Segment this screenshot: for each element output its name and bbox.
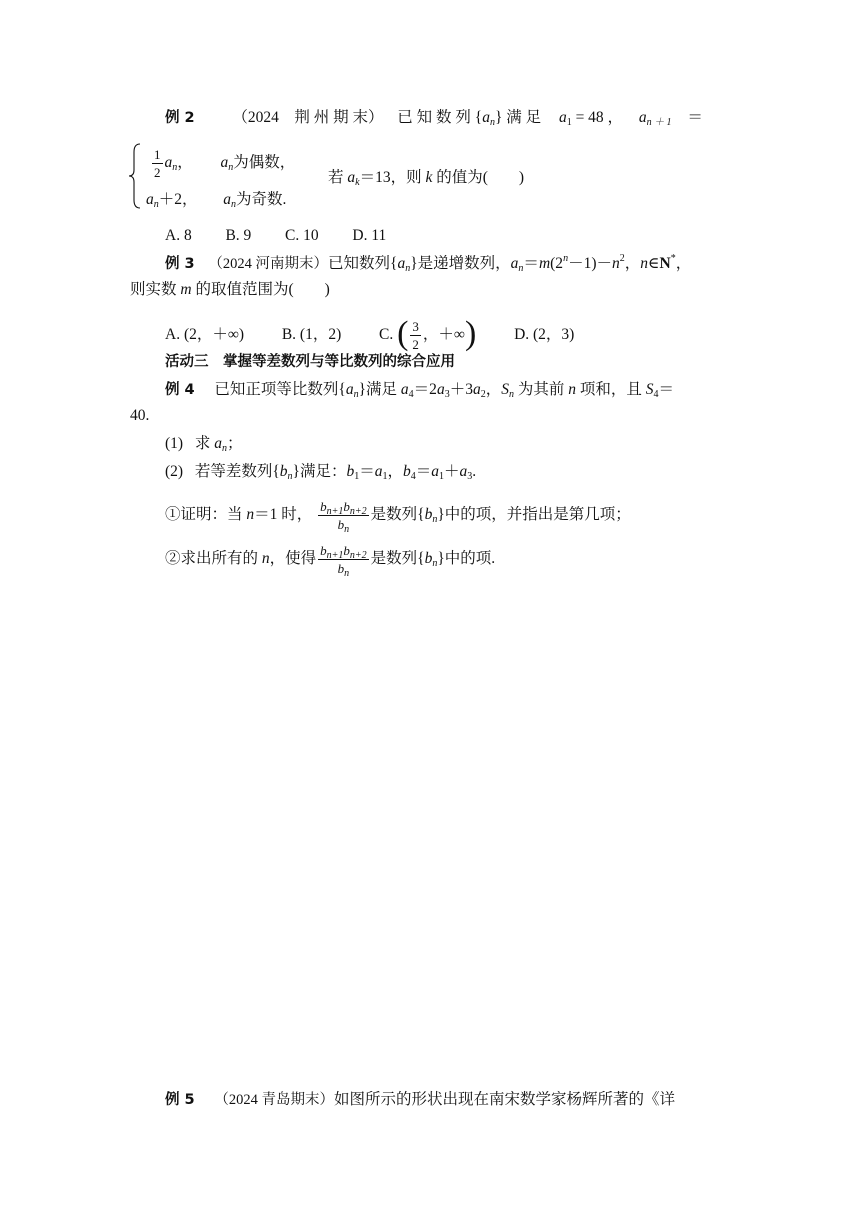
case1-condition: 为偶数， [233,154,296,172]
var-b: b [403,463,411,480]
sub-4: 4 [408,389,414,400]
equals-sign: ＝ [687,109,703,126]
example2-line1 [165,108,703,128]
case2 [146,190,286,210]
subquestion-text: ，使得 [269,550,317,568]
question-number: (1) [165,435,184,452]
var-a: a [436,381,445,398]
sub-n: n [432,558,438,570]
fraction-three-halves [410,318,421,353]
var-b: b [424,506,433,524]
fraction-one-half [152,146,163,181]
example2-label: 例 2 [165,110,195,126]
equals-sign: ＝ [359,463,375,480]
condition-text: ＝13，则 [359,169,422,186]
example4-text: 项和，且 [579,381,642,398]
sub-3: 3 [467,471,473,482]
var-a: a [558,109,567,126]
var-b: b [337,517,345,532]
var-k: k [425,169,433,186]
var-a: a [638,109,647,126]
example2-text: } 满 足 [494,109,542,126]
var-s: S [645,381,654,398]
sub-n-plus-1: n+1 [326,550,344,561]
comma: ， [387,463,404,480]
sub-k: k [355,177,360,188]
equals-sign: ＝ [415,463,432,480]
option-d: D. (2，3) [514,326,575,344]
var-b: b [320,499,327,514]
example2-source: （2024 荆 州 期 末） [232,109,384,126]
sub-3: 3 [444,389,450,400]
example4-line1 [165,380,674,400]
sub-n: n [172,162,178,174]
formula-part: ＝2 [413,381,437,398]
period: . [472,463,477,480]
subquestion-text: 是数列{ [370,506,425,524]
option-a: A. 8 [165,227,192,244]
var-a: a [223,191,232,208]
fraction-numerator: 1 [154,147,161,162]
var-a: a [220,154,229,172]
fraction-numerator [318,542,369,560]
sup-n: n [563,253,569,264]
example3-text: }是递增数列， [410,255,511,272]
a1-value: = 48 ， [575,109,624,126]
example4-text: 已知正项等比数列{ [214,381,346,398]
left-paren-icon: ( [397,314,409,352]
fraction-b-ratio [318,542,369,577]
option-c-label: C. [379,326,394,344]
sub-2: 2 [480,389,486,400]
formula-part: (2 [550,255,564,272]
var-a: a [431,463,440,480]
option-b: B. (1，2) [281,326,342,344]
piecewise-definition [128,142,308,210]
fraction-b-ratio [318,498,369,533]
fraction-denominator: 2 [412,337,419,352]
sub-1: 1 [382,471,388,482]
subquestion-text: }中的项. [437,550,496,568]
option-c: C. 10 [285,227,319,244]
plus-sign: ＋ [444,463,460,480]
sub-n: n [405,263,411,274]
case2-expression: ＋2， [158,191,198,208]
sub-n-plus-2: n+2 [349,550,367,561]
var-n: n [640,255,648,272]
example4-sub1 [165,498,631,533]
option-a: A. (2，＋∞) [165,326,245,344]
var-b: b [279,463,288,480]
sub-n: n [344,524,350,535]
var-a: a [510,255,519,272]
sub-1: 1 [439,471,445,482]
option-d: D. 11 [352,227,387,244]
option-c [379,314,480,352]
example3-text: 则实数 [130,281,177,298]
example3-options [165,314,575,353]
equals-sign: ＝ [658,381,675,398]
var-m: m [180,281,192,298]
var-b: b [320,543,327,558]
sub-n: n [344,568,350,579]
fraction-denominator [336,516,352,533]
sub-n: n [508,389,514,400]
example5-source: （2024 青岛期末） [214,1092,335,1108]
example4-q2 [165,462,476,482]
right-paren-icon: ) [464,314,477,352]
sub-1: 1 [566,117,572,128]
var-a: a [459,463,468,480]
question-text: }满足： [292,463,347,480]
fraction-denominator: 2 [154,165,161,180]
example4-label: 例 4 [165,382,195,398]
subquestion-text: }中的项，并指出是第几项； [437,506,631,524]
naturals-symbol: N [659,255,671,272]
formula-part: －1)－ [568,255,612,272]
question-number: (2) [165,463,184,480]
sub-n-plus-1: n ＋ 1 [646,117,672,128]
sub-4: 4 [410,471,416,482]
var-a: a [397,255,406,272]
var-b: b [343,543,350,558]
element-of: ∈ [648,255,660,272]
var-a: a [482,109,490,126]
condition-text: 若 [328,169,344,186]
example4-q1 [165,434,242,454]
var-n: n [611,255,620,272]
sub-n: n [432,514,438,526]
example4-line2: 40. [130,407,150,424]
sub-n-plus-1: n+1 [326,506,344,517]
option-b: B. 9 [225,227,252,244]
example3-text: 已知数列{ [328,255,398,272]
example4-text: 为其前 [517,381,565,398]
example2-text: 已 知 数 列 { [397,109,483,126]
var-b: b [346,463,355,480]
var-a: a [374,463,383,480]
sub-n: n [287,471,293,482]
var-m: m [538,255,551,272]
question-text: 求 [194,435,211,452]
subquestion-text: ①证明：当 [165,506,243,524]
var-n: n [246,506,255,524]
equals-sign: ＝ [523,255,539,272]
example5-label: 例 5 [165,1092,195,1108]
sup-star: * [670,253,676,264]
subquestion-text: ②求出所有的 [165,550,259,568]
var-b: b [337,561,345,576]
example3-label: 例 3 [165,256,195,272]
sub-n: n [153,199,159,210]
sub-n: n [228,162,234,174]
example3-line1 [165,254,691,274]
var-s: S [501,381,509,398]
sub-n: n [353,389,359,400]
left-brace-icon [128,142,144,210]
var-b: b [424,550,433,568]
var-b: b [343,499,350,514]
question-text: 若等差数列{ [194,463,280,480]
comma: ， [624,255,641,272]
example2-condition [328,168,524,188]
example3-text: 的取值范围为( ) [195,281,330,298]
subquestion-text: ＝1 时， [254,506,313,524]
formula-part: ＋3 [449,381,473,398]
var-a: a [347,169,356,186]
example5-line1 [165,1090,675,1110]
fraction-numerator: 3 [412,319,419,334]
comma: ， [675,255,692,272]
activity3-title: 活动三 掌握等差数列与等比数列的综合应用 [165,354,455,370]
option-c-text: ，＋∞ [422,326,465,344]
subquestion-text: 是数列{ [370,550,425,568]
case2-condition: 为奇数. [236,191,287,208]
comma: ， [485,381,502,398]
semicolon: ； [226,435,243,452]
var-a: a [164,154,173,172]
sub-n: n [221,443,227,454]
example2-options [165,226,386,246]
var-a: a [214,435,222,452]
example4-sub2 [165,542,495,577]
fraction-denominator [336,560,352,577]
var-a: a [400,381,409,398]
case1: $\frac{1}{2}$ $a_n$， $a_n$为偶数， [154,147,296,180]
fraction-numerator [318,498,369,516]
sub-4: 4 [653,389,659,400]
example3-source: （2024 河南期末） [208,256,329,272]
sub-n-plus-2: n+2 [349,506,367,517]
sup-2: 2 [619,253,625,264]
sub-1: 1 [354,471,360,482]
var-n: n [261,550,270,568]
var-a: a [345,381,354,398]
sub-n: n [489,117,495,128]
sub-n: n [518,263,524,274]
var-a: a [472,381,481,398]
example4-text: }满足 [358,381,398,398]
var-n: n [568,381,576,398]
var-a: a [146,191,154,208]
condition-text: 的值为( ) [436,169,525,186]
sub-n: n [231,199,237,210]
example5-text: 如图所示的形状出现在南宋数学家杨辉所著的《详 [334,1091,676,1108]
example3-line2 [130,280,330,300]
